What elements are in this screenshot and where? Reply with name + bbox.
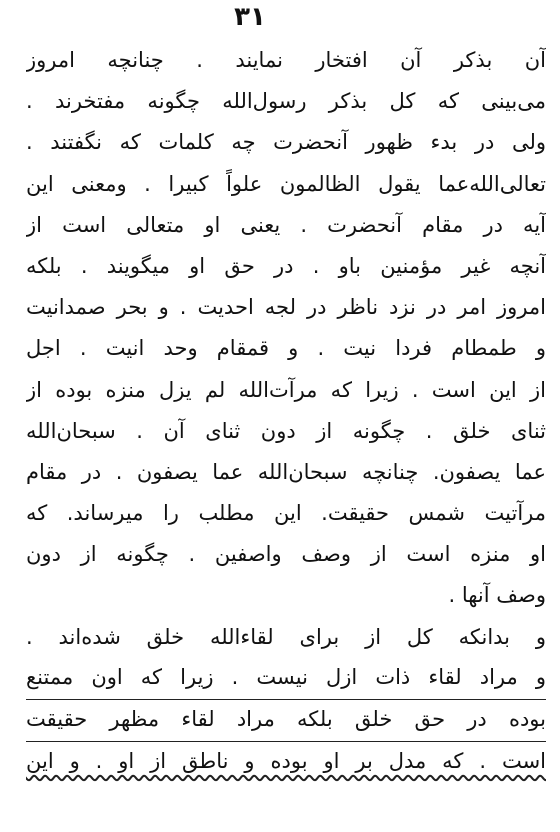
underlined-text-line: است . که مدل بر او بوده و ناطق از او . و این	[26, 749, 546, 774]
text-line: از این است . زیرا که مرآت‌الله لم یزل منزه بوده از	[26, 377, 546, 402]
text-line: و بدانکه کل از برای لقاءالله خلق شده‌اند .	[26, 624, 546, 649]
text-line: عما یصفون. چنانچه سبحان‌الله عما یصفون . در مقام	[26, 459, 546, 484]
text-line: می‌بینی که کل بذکر رسول‌الله چگونه مفتخرند .	[26, 89, 546, 114]
text-line: آن بذکر آن افتخار نمایند . چنانچه امروز	[26, 48, 546, 72]
body-text	[26, 40, 546, 783]
text-line: ولی در بدء ظهور آنحضرت چه کلمات که نگفتند .	[26, 130, 546, 155]
underlined-text-line: بوده در حق خلق بلکه مراد لقاء مظهر حقیقت	[26, 700, 546, 742]
text-line: مرآتیت شمس حقیقت. این مطلب را میرساند. که	[26, 501, 546, 526]
text-line: و طمطام فردا نیت . و قمقام وحد انیت . اجل	[26, 336, 546, 361]
underlined-text-line: و مراد لقاء ذات ازل نیست . زیرا که اون ممتنع	[26, 658, 546, 700]
text-line: آنچه غیر مؤمنین باو . در حق او میگویند . بلکه	[26, 253, 546, 278]
text-line: امروز امر در نزد ناظر در لجه احدیت . و بحر صمدانیت	[26, 295, 546, 320]
text-line: آیه در مقام آنحضرت . یعنی او متعالی است از	[26, 212, 546, 237]
page-number: ۳۱	[234, 2, 266, 32]
text-line: او منزه است از وصف واصفین . چگونه از دون	[26, 542, 546, 567]
text-line: وصف آنها .	[448, 583, 546, 608]
text-line: تعالی‌الله‌عما یقول الظالمون علواً کبیرا . ومعنی این	[26, 171, 546, 196]
text-line: ثنای خلق . چگونه از دون ثنای آن . سبحان‌الله	[26, 418, 546, 443]
